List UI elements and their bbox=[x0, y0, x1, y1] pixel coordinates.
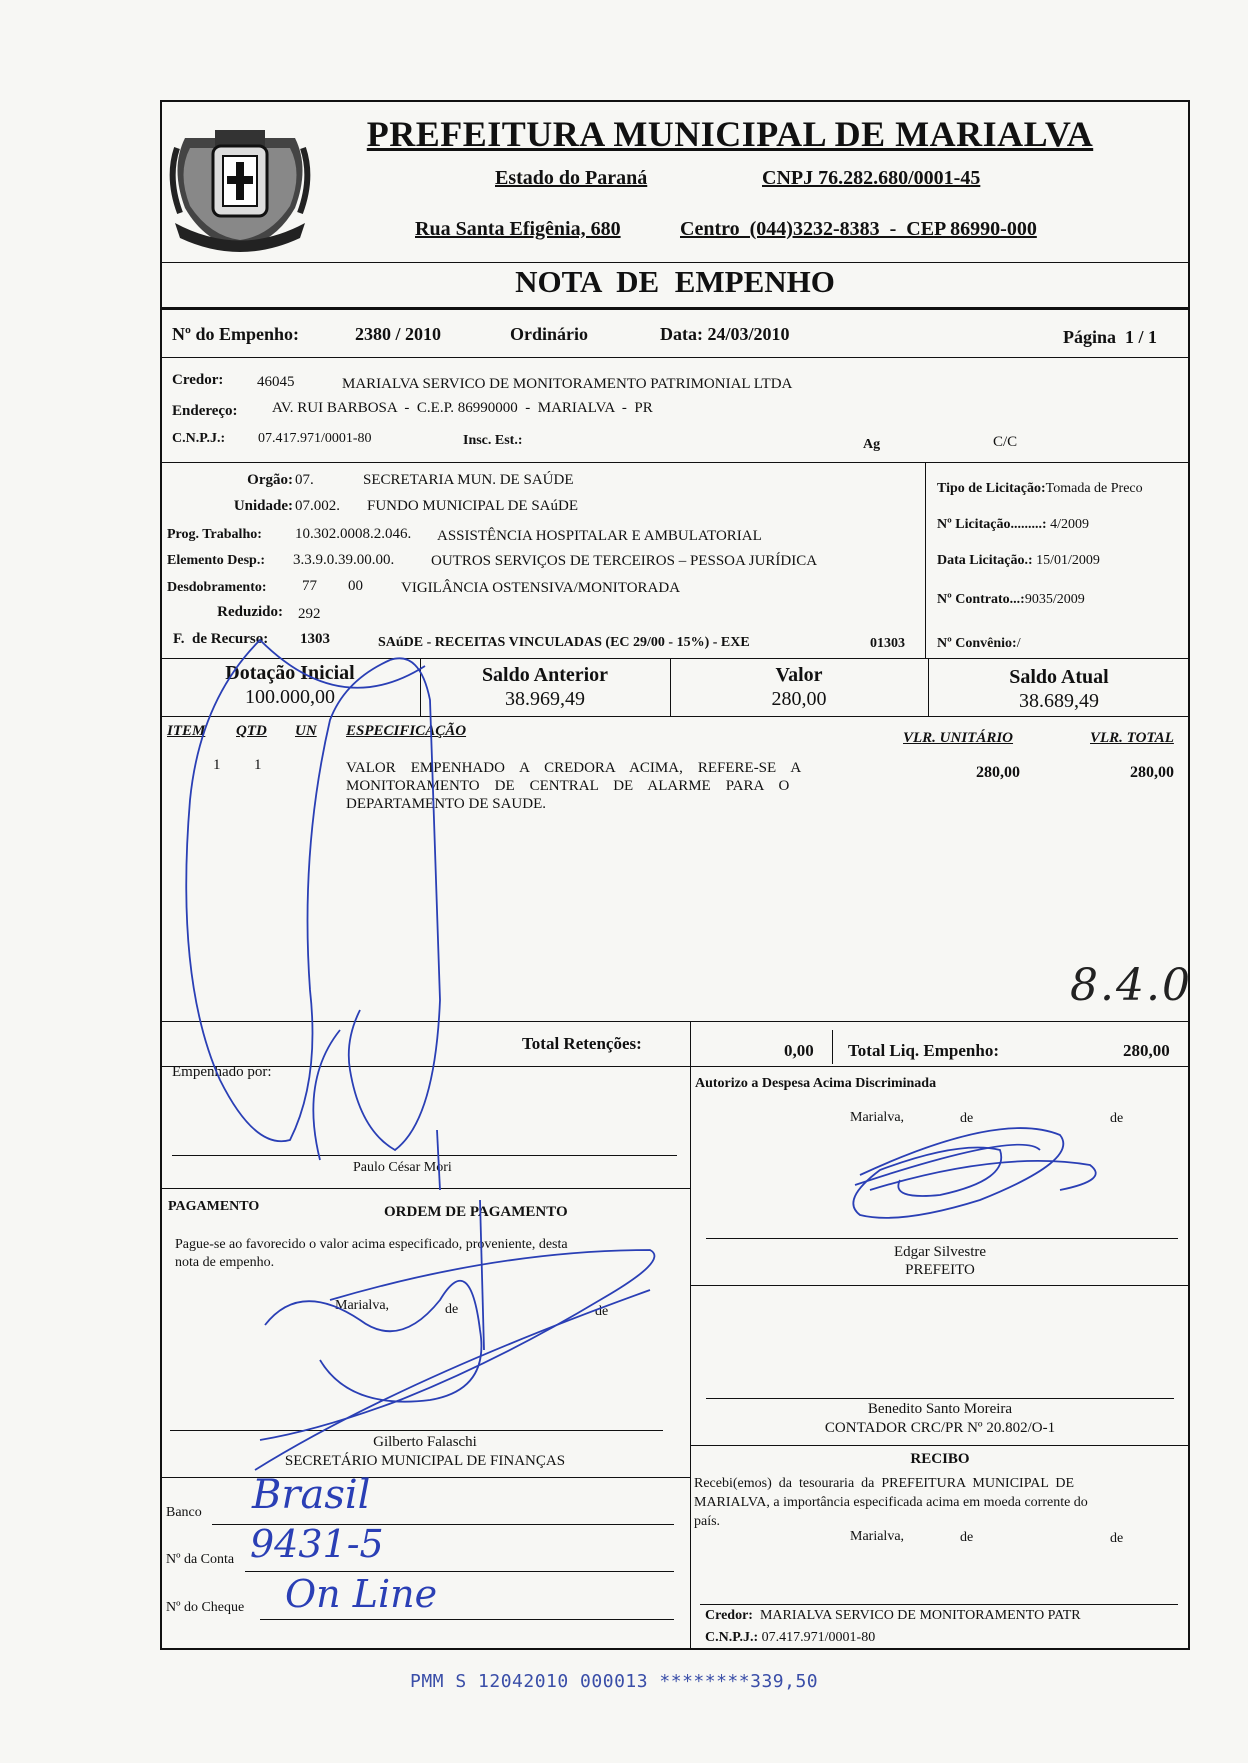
valor-value: 280,00 bbox=[771, 688, 827, 710]
cheque-value: On Line bbox=[285, 1572, 438, 1616]
prefeito-name: Edgar Silvestre bbox=[893, 1244, 987, 1260]
valor-label: Valor bbox=[775, 664, 823, 686]
pagamento-text-line-2: nota de empenho. bbox=[175, 1255, 275, 1270]
recibo-de-1: de bbox=[960, 1530, 974, 1545]
empenho-number-label: Nº do Empenho: bbox=[172, 324, 299, 344]
pagamento-label: PAGAMENTO bbox=[168, 1199, 260, 1214]
empenhado-label: Empenhado por: bbox=[172, 1064, 272, 1080]
saldo-anterior-value: 38.969,49 bbox=[505, 688, 585, 710]
convenio-label: Nº Convênio: bbox=[937, 636, 1017, 651]
divider bbox=[690, 1066, 691, 1650]
document-title: NOTA DE EMPENHO bbox=[515, 264, 835, 299]
pagamento-de-2: de bbox=[595, 1304, 609, 1319]
signature-line bbox=[706, 1398, 1174, 1399]
divider bbox=[160, 462, 1190, 463]
autorizo-de-2: de bbox=[1110, 1111, 1124, 1126]
contract-number-value: 9035/2009 bbox=[1024, 592, 1085, 607]
recibo-text-line-2: MARIALVA, a importância especificada acima em moeda corrente do bbox=[694, 1495, 1088, 1510]
pagamento-text-line-1: Pague-se ao favorecido o valor acima especificado, proveniente, desta bbox=[175, 1237, 568, 1252]
licitacao-date-value: 15/01/2009 bbox=[1036, 553, 1100, 568]
prefeito-role: PREFEITO bbox=[905, 1262, 975, 1278]
header-address: Rua Santa Efigênia, 680 bbox=[415, 218, 621, 240]
secretario-name: Gilberto Falaschi bbox=[373, 1434, 477, 1450]
elemento-label: Elemento Desp.: bbox=[167, 553, 265, 568]
address-label: Endereço: bbox=[172, 403, 238, 419]
credor-address: AV. RUI BARBOSA - C.E.P. 86990000 - MARIALVA - PR bbox=[272, 400, 653, 416]
contract-number-label: Nº Contrato...: bbox=[937, 592, 1025, 607]
convenio bbox=[937, 636, 1021, 652]
contador-name: Benedito Santo Moreira bbox=[867, 1401, 1013, 1417]
divider bbox=[832, 1030, 833, 1064]
conta-label: Nº da Conta bbox=[166, 1552, 235, 1567]
signature-line bbox=[172, 1155, 677, 1156]
desdobramento-subcode: 00 bbox=[348, 578, 363, 594]
licitacao-date-label: Data Licitação.: bbox=[937, 553, 1033, 568]
header-contact: Centro (044)3232-8383 - CEP 86990-000 bbox=[680, 218, 1037, 240]
credor-code: 46045 bbox=[257, 374, 295, 390]
contract-number bbox=[937, 592, 1085, 608]
col-total-value: VLR. TOTAL bbox=[1090, 730, 1174, 746]
convenio-value: / bbox=[1016, 636, 1021, 651]
desdobramento-name: VIGILÂNCIA OSTENSIVA/MONITORADA bbox=[401, 580, 681, 596]
handwritten-note: 8.4.0 bbox=[1070, 960, 1192, 1011]
banco-value: Brasil bbox=[252, 1472, 371, 1518]
insc-label: Insc. Est.: bbox=[463, 433, 523, 448]
unidade-code: 07.002. bbox=[295, 498, 340, 514]
credor-label: Credor: bbox=[172, 372, 224, 388]
banco-label: Banco bbox=[166, 1505, 202, 1520]
signature-line bbox=[706, 1238, 1178, 1239]
divider bbox=[160, 716, 1190, 717]
saldo-atual-label: Saldo Atual bbox=[1009, 666, 1109, 688]
ag-label: Ag bbox=[863, 437, 881, 452]
col-item: ITEM bbox=[167, 723, 206, 739]
recurso-name: SAúDE - RECEITAS VINCULADAS (EC 29/00 - 15%) - EXE bbox=[378, 635, 750, 650]
total-retencoes-value: 0,00 bbox=[784, 1041, 814, 1060]
saldo-anterior-label: Saldo Anterior bbox=[481, 664, 609, 686]
credor-cnpj: 07.417.971/0001-80 bbox=[258, 431, 372, 446]
autorizo-place: Marialva, bbox=[850, 1110, 905, 1125]
reduzido-label: Reduzido: bbox=[217, 604, 283, 620]
page-number: Página 1 / 1 bbox=[1063, 327, 1158, 347]
orgao-label: Orgão: bbox=[247, 472, 293, 488]
recurso-code: 1303 bbox=[300, 631, 330, 647]
divider bbox=[160, 1477, 690, 1478]
divider bbox=[690, 1285, 1190, 1286]
dotacao-label: Dotação Inicial bbox=[225, 662, 355, 684]
divider bbox=[690, 1021, 691, 1066]
desdobramento-label: Desdobramento: bbox=[167, 580, 267, 595]
cnpj-label: C.N.P.J.: bbox=[172, 431, 226, 446]
licitacao-date bbox=[937, 553, 1100, 569]
recibo-cnpj-value: 07.417.971/0001-80 bbox=[761, 1630, 876, 1645]
dotacao-value: 100.000,00 bbox=[245, 686, 335, 708]
desdobramento-code: 77 bbox=[302, 578, 317, 594]
item-desc-line-3: DEPARTAMENTO DE SAUDE. bbox=[346, 796, 546, 812]
pagamento-de-1: de bbox=[445, 1302, 459, 1317]
licitacao-type-value: Tomada de Preco bbox=[1045, 481, 1143, 496]
field-line bbox=[260, 1619, 674, 1620]
cc-label: C/C bbox=[993, 434, 1018, 450]
municipality-title: PREFEITURA MUNICIPAL DE MARIALVA bbox=[366, 114, 1094, 154]
recibo-cnpj-label: C.N.P.J.: bbox=[705, 1630, 759, 1645]
item-unit-value: 280,00 bbox=[976, 764, 1020, 781]
total-liquido-label: Total Liq. Empenho: bbox=[848, 1041, 999, 1060]
col-unit-value: VLR. UNITÁRIO bbox=[903, 730, 1014, 746]
unidade-name: FUNDO MUNICIPAL DE SAúDE bbox=[367, 498, 578, 514]
cheque-label: Nº do Cheque bbox=[166, 1600, 245, 1615]
reduzido-value: 292 bbox=[298, 606, 321, 622]
orgao-name: SECRETARIA MUN. DE SAÚDE bbox=[363, 472, 574, 488]
divider bbox=[690, 1445, 1190, 1446]
elemento-code: 3.3.9.0.39.00.00. bbox=[293, 552, 395, 568]
divider bbox=[160, 658, 1190, 659]
total-retencoes-label: Total Retenções: bbox=[522, 1034, 642, 1053]
unidade-label: Unidade: bbox=[233, 498, 293, 514]
licitacao-number-label: Nº Licitação.........: bbox=[937, 517, 1047, 532]
saldo-atual-value: 38.689,49 bbox=[1019, 690, 1099, 712]
prog-label: Prog. Trabalho: bbox=[167, 527, 262, 542]
recibo-place: Marialva, bbox=[850, 1529, 905, 1544]
divider bbox=[160, 1066, 1190, 1067]
elemento-name: OUTROS SERVIÇOS DE TERCEIROS – PESSOA JURÍDICA bbox=[431, 553, 818, 569]
recibo-label: RECIBO bbox=[910, 1451, 970, 1467]
licitacao-type bbox=[937, 481, 1143, 497]
divider bbox=[160, 1188, 690, 1189]
recurso-label: F. de Recurso: bbox=[173, 631, 269, 647]
item-total-value: 280,00 bbox=[1130, 764, 1174, 781]
prog-code: 10.302.0008.2.046. bbox=[295, 526, 412, 542]
autorizo-de-1: de bbox=[960, 1111, 974, 1126]
recibo-de-2: de bbox=[1110, 1531, 1124, 1546]
orgao-code: 07. bbox=[295, 472, 314, 488]
footer-stamp: PMM S 12042010 000013 ********339,50 bbox=[410, 1671, 819, 1692]
signature-line bbox=[700, 1604, 1178, 1605]
ordem-pagamento-label: ORDEM DE PAGAMENTO bbox=[384, 1204, 568, 1220]
coat-of-arms-logo bbox=[165, 108, 315, 258]
col-qtd: QTD bbox=[236, 723, 267, 739]
recurso-code-2: 01303 bbox=[870, 636, 905, 651]
recibo-credor-name: MARIALVA SERVICO DE MONITORAMENTO PATR bbox=[759, 1608, 1081, 1623]
item-desc-line-2: MONITORAMENTO DE CENTRAL DE ALARME PARA O bbox=[346, 778, 790, 794]
signature-line bbox=[170, 1430, 663, 1431]
empenho-number: 2380 / 2010 bbox=[355, 324, 442, 344]
conta-value: 9431-5 bbox=[250, 1522, 384, 1566]
col-un: UN bbox=[295, 723, 317, 739]
empenhado-name: Paulo César Mori bbox=[353, 1160, 452, 1175]
recibo-cnpj bbox=[705, 1630, 875, 1646]
total-liquido-value: 280,00 bbox=[1123, 1041, 1170, 1060]
autorizo-label: Autorizo a Despesa Acima Discriminada bbox=[695, 1076, 937, 1091]
recibo-text-line-3: país. bbox=[694, 1514, 721, 1529]
empenho-type: Ordinário bbox=[510, 324, 589, 344]
divider bbox=[160, 307, 1190, 310]
header-cnpj: CNPJ 76.282.680/0001-45 bbox=[762, 167, 981, 189]
prog-name: ASSISTÊNCIA HOSPITALAR E AMBULATORIAL bbox=[437, 528, 762, 544]
empenho-date: Data: 24/03/2010 bbox=[660, 324, 790, 344]
recibo-credor bbox=[705, 1608, 1081, 1624]
contador-role: CONTADOR CRC/PR Nº 20.802/O-1 bbox=[824, 1420, 1056, 1436]
recibo-text-line-1: Recebi(emos) da tesouraria da PREFEITURA MUNICIPAL DE bbox=[694, 1476, 1075, 1491]
item-qtd: 1 bbox=[254, 757, 262, 773]
secretario-role: SECRETÁRIO MUNICIPAL DE FINANÇAS bbox=[284, 1453, 566, 1469]
divider bbox=[925, 462, 926, 658]
licitacao-number bbox=[937, 517, 1089, 533]
recibo-credor-label: Credor: bbox=[705, 1608, 753, 1623]
divider bbox=[160, 1021, 1190, 1022]
licitacao-type-label: Tipo de Licitação: bbox=[937, 481, 1046, 496]
col-especificacao: ESPECIFICAÇÃO bbox=[346, 723, 467, 739]
item-number: 1 bbox=[213, 757, 221, 773]
pagamento-place: Marialva, bbox=[335, 1298, 390, 1313]
credor-name: MARIALVA SERVICO DE MONITORAMENTO PATRIMONIAL LTDA bbox=[342, 376, 793, 392]
state-name: Estado do Paraná bbox=[495, 167, 648, 189]
licitacao-number-value: 4/2009 bbox=[1050, 517, 1089, 532]
divider bbox=[160, 262, 1190, 263]
divider bbox=[160, 357, 1190, 358]
item-desc-line-1: VALOR EMPENHADO A CREDORA ACIMA, REFERE-SE A bbox=[346, 760, 802, 776]
